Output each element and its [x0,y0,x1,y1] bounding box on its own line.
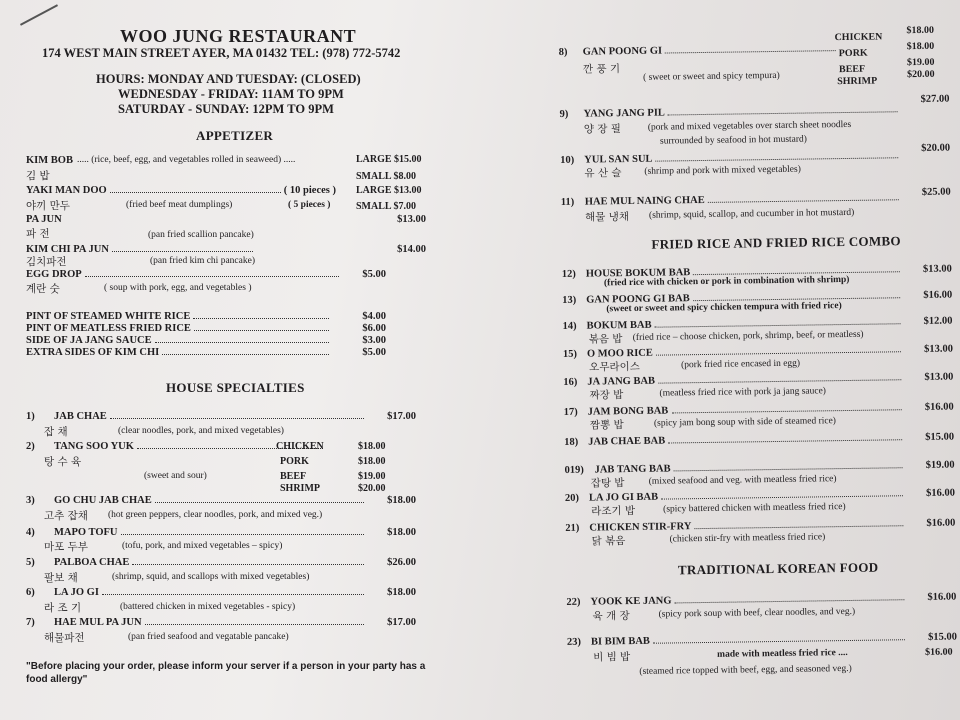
item-desc: (fried beef meat dumplings) [126,200,233,210]
price-large: LARGE $13.00 [356,185,422,196]
option-price: $18.00 [358,456,386,467]
item-price: $18.00 [387,586,416,598]
leader-dots [194,322,329,331]
menu-item-yang-jang-pil [559,93,950,122]
item-name: HAE MUL NAING CHAE [584,194,705,208]
leader-dots [661,487,903,499]
item-price: $25.00 [921,186,951,198]
item-korean: 파 전 [26,228,50,240]
item-name: JAB CHAE [54,410,107,422]
item-price: $16.00 [927,590,957,603]
item-number: 019) [564,464,584,476]
item-number: 2) [26,440,35,452]
item-desc: (fried rice with chicken or pork in combination with shrimp) [603,274,850,289]
item-name: SIDE OF JA JANG SAUCE [26,334,152,346]
traditional-heading: TRADITIONAL KOREAN FOOD [677,559,879,578]
item-desc: (sweet and sour) [144,471,207,481]
item-korean: 잡탕 밥 [590,477,625,490]
item-korean: 라조기 밥 [591,504,636,518]
leader-dots [193,310,329,319]
menu-item-kim-chi-pa-jun [26,241,426,257]
item-name: GAN POONG GI BAB [586,292,690,306]
item-korean: 해물파전 [44,632,85,644]
item-desc: (tofu, pork, and mixed vegetables – spicy) [122,541,283,551]
item-name: PINT OF STEAMED WHITE RICE [26,310,191,322]
item-name: EXTRA SIDES OF KIM CHI [26,346,160,358]
leader-dots [162,346,329,355]
option-label: SHRIMP [837,75,878,88]
leader-dots [668,103,898,115]
item-price: $20.00 [921,142,951,154]
item-desc: (pan fried kim chi pancake) [150,256,255,266]
item-desc: (fried rice – choose chicken, pork, shrimp, beef, or meatless) [632,329,864,343]
item-korean: 팔보 채 [44,572,78,584]
item-korean: 짜장 밥 [589,389,624,402]
item-name: TANG SOO YUK [54,440,134,452]
item-name: CHICKEN STIR-FRY [589,520,692,534]
item-korean: 볶음 밥 [588,333,623,346]
leader-dots [145,616,365,625]
leader-dots [112,243,253,252]
option-price: $18.00 [906,24,935,37]
item-number: 9) [559,108,569,120]
item-desc: (pork and mixed vegetables over starch sheet noodles [647,119,852,133]
item-number: 3) [26,494,35,506]
item-korean: 짬뽕 밥 [589,419,624,432]
item-korean: 닭 볶음 [591,535,626,548]
item-korean: 김 밥 [26,170,50,182]
item-desc: (shrimp and pork with mixed vegetables) [644,164,801,177]
menu-item-gan-poong-gi [559,40,839,60]
item-name: JAB TANG BAB [594,462,671,476]
item-korean: 탕 수 육 [44,456,82,468]
price-small: SMALL $7.00 [356,201,417,212]
leader-dots [665,42,836,53]
item-name: JAM BONG BAB [587,405,669,418]
item-number: 6) [26,586,35,598]
item-name: YANG JANG PIL [583,107,665,120]
item-name: PALBOA CHAE [54,556,130,568]
item-name: JAB CHAE BAB [588,435,666,448]
leader-dots [155,494,364,503]
item-number: 11) [560,196,575,208]
item-name: YOOK KE JANG [590,594,672,608]
item-desc: (spicy battered chicken with meatless fried rice) [663,502,846,515]
item-desc: (hot green peppers, clear noodles, pork, and mixed veg.) [108,510,323,520]
item-name: HOUSE BOKUM BAB [585,266,691,280]
option-label: PORK [280,456,309,467]
hours-line-3: SATURDAY - SUNDAY: 12PM TO 9PM [118,102,334,116]
option-label: BEEF [280,471,307,482]
item-name: BI BIM BAB [590,635,650,648]
item-number: 12) [561,268,576,280]
pen-mark [20,4,58,25]
option-price: $20.00 [906,68,935,81]
item-price: $16.00 [926,517,956,529]
item-korean: 잡 채 [44,426,68,438]
leader-dots [674,459,903,471]
item-korean: 깐 풍 기 [582,63,621,76]
item-desc: (spicy jam bong soup with side of steamed rice) [653,416,837,429]
item-number: 18) [564,436,579,448]
fried-rice-heading: FRIED RICE AND FRIED RICE COMBO [651,233,901,252]
menu-item-hae-mul-naing-chae [560,186,951,210]
item-number: 20) [564,492,580,504]
item-korean: 김치파전 [26,256,67,268]
item-price: $26.00 [387,556,416,568]
item-desc: (pork fried rice encased in egg) [681,358,801,371]
item-name: KIM BOB [26,154,73,166]
item-korean: 라 조 기 [44,602,82,614]
item-desc: ( soup with pork, egg, and vegetables ) [104,283,252,293]
item-name: PA JUN [26,213,62,225]
item-korean: 야끼 만두 [26,200,70,212]
restaurant-name: WOO JUNG RESTAURANT [120,26,357,46]
item-price: $13.00 [922,263,952,275]
item-name: MAPO TOFU [54,526,118,538]
menu-item-mapo-tofu [26,524,416,540]
item-desc: (shrimp, squid, and scallops with mixed vegetables) [112,572,310,582]
item-price: $13.00 [397,213,426,225]
item-korean: 유 산 슬 [584,167,622,180]
leader-dots [668,431,902,443]
item-name: KIM CHI PA JUN [26,243,109,255]
item-korean: 양 장 필 [583,123,622,136]
item-price-2: $16.00 [925,646,953,658]
item-desc: (battered chicken in mixed vegetables - spicy) [120,602,296,612]
option-label: CHICKEN [276,441,324,452]
option-label: CHICKEN [834,31,883,44]
menu-item-side [26,344,386,360]
item-price: $5.00 [362,346,386,358]
pieces-small: ( 5 pieces ) [288,200,331,210]
item-number: 23) [566,636,582,648]
item-number: 22) [566,596,581,608]
hours-line-1: HOURS: MONDAY AND TUESDAY: (CLOSED) [96,72,361,86]
item-number: 4) [26,526,35,538]
leader-dots [132,556,364,565]
item-korean: 육 개 장 [592,610,630,623]
option-label: PORK [838,47,868,60]
item-name: YAKI MAN DOO [26,184,107,196]
item-desc: (chicken stir-fry with meatless fried rice) [669,532,826,545]
item-price: $12.00 [923,315,953,327]
leader-dots [693,289,901,301]
leader-dots [655,149,898,161]
item-price: $17.00 [387,616,416,628]
menu-item-go-chu-jab-chae [26,492,416,508]
leader-dots [655,315,901,327]
item-desc: (mixed seafood and veg. with meatless fried rice) [648,474,837,487]
leader-dots [155,334,330,343]
item-price: $18.00 [387,526,416,538]
item-name: JA JANG BAB [587,375,656,388]
item-korean: 마포 두부 [44,541,88,553]
item-desc: (sweet or sweet and spicy chicken tempura with fried rice) [606,301,842,315]
item-price: $13.00 [924,371,954,383]
option-label: BEEF [838,63,866,76]
item-price: $13.00 [923,343,953,355]
menu-item-yook-ke-jang [566,588,956,609]
item-korean: 고추 잡채 [44,510,88,522]
item-desc: (pan fried seafood and vegatable pancake) [128,632,289,642]
item-name: YUL SAN SUL [584,153,653,166]
leader-dots [694,517,903,529]
leader-dots [708,191,899,203]
item-desc: (pan fried scallion pancake) [148,230,254,240]
leader-dots [121,526,365,535]
item-price: $27.00 [920,93,950,105]
menu-item-hae-mul-pa-jun [26,614,416,630]
item-korean: 비 빔 밥 [593,651,631,664]
item-desc-2: surrounded by seafood in hot mustard) [659,134,808,147]
item-name: HAE MUL PA JUN [54,616,142,628]
item-name: PINT OF MEATLESS FRIED RICE [26,322,191,334]
item-number: 1) [26,410,35,422]
option-label: SHRIMP [280,483,320,494]
option-price: $19.00 [358,471,386,482]
menu-item-pa-jun [26,211,426,227]
menu-item-bi-bim-bab [567,628,957,649]
item-price: $17.00 [387,410,416,422]
item-price: $16.00 [925,487,955,499]
menu-item-egg-drop [26,266,386,282]
item-price: $19.00 [925,459,955,471]
item-desc: ( sweet or sweet and spicy tempura) [643,70,780,83]
menu-item-palboa-chae [26,554,416,570]
item-price: $16.00 [924,401,954,413]
item-name: EGG DROP [26,268,82,280]
leader-dots [653,631,905,644]
item-name: LA JO GI [54,586,99,598]
leader-dots [102,586,364,595]
item-desc: (clear noodles, pork, and mixed vegetables) [118,426,284,436]
item-number: 8) [558,46,568,58]
item-price: $14.00 [397,243,426,255]
item-number: 7) [26,616,35,628]
item-desc: made with meatless fried rice .... [717,648,848,660]
leader-dots [693,263,900,275]
item-name: GO CHU JAB CHAE [54,494,152,506]
allergy-note: "Before placing your order, please inform your server if a person in your party has a food allergy" [26,661,426,685]
item-price: $4.00 [362,310,386,322]
restaurant-address: 174 WEST MAIN STREET AYER, MA 01432 TEL: (978) 772-5742 [42,46,401,60]
item-desc: (spicy pork soup with beef, clear noodles, and veg.) [658,606,856,620]
item-korean: 계란 숫 [26,283,60,295]
appetizer-heading: APPETIZER [196,128,274,143]
item-number: 15) [562,348,578,360]
option-price: $20.00 [358,483,386,494]
item-price: $6.00 [362,322,386,334]
item-number: 17) [563,406,578,418]
item-name: BOKUM BAB [586,319,652,332]
item-number: 10) [560,154,575,166]
leader-dots [674,591,904,603]
item-desc: ..... (rice, beef, egg, and vegetables rolled in seaweed) ..... [76,155,296,165]
item-price: $3.00 [362,334,386,346]
option-price: $18.00 [906,40,935,53]
item-korean: 오무라이스 [589,360,640,374]
item-number: 16) [563,376,578,388]
leader-dots [110,184,281,193]
item-name: GAN POONG GI [582,45,663,58]
leader-dots [658,371,902,383]
item-number: 13) [562,294,577,306]
item-desc: (meatless fried rice with pork ja jang sauce) [659,386,827,399]
item-price: $16.00 [923,289,953,301]
pieces-large: ( 10 pieces ) [283,184,336,196]
menu-item-yaki-man-doo [26,182,336,198]
leader-dots [85,268,340,277]
item-name: O MOO RICE [586,347,653,360]
menu-item-la-jo-gi [26,584,416,600]
menu-item-jab-chae [26,408,416,424]
option-price: $19.00 [906,56,935,69]
leader-dots [656,343,901,355]
item-desc-2: (steamed rice topped with beef, egg, and seasoned veg.) [639,663,852,677]
item-number: 14) [562,320,577,332]
leader-dots [671,401,902,413]
item-number: 5) [26,556,35,568]
item-price: $15.00 [925,431,955,443]
item-number: 21) [565,522,580,534]
house-specialties-heading: HOUSE SPECIALTIES [166,380,305,395]
item-price: $15.00 [927,630,958,643]
item-korean: 해물 냉채 [584,211,630,224]
hours-line-2: WEDNESDAY - FRIDAY: 11AM TO 9PM [118,87,344,101]
item-desc: (shrimp, squid, scallop, and cucumber in hot mustard) [648,207,855,221]
item-name: LA JO GI BAB [588,491,659,504]
option-price: $18.00 [358,441,386,452]
leader-dots [110,410,364,419]
item-price: $5.00 [362,268,386,280]
item-price: $18.00 [387,494,416,506]
price-large: LARGE $15.00 [356,154,422,165]
price-small: SMALL $8.00 [356,171,417,182]
